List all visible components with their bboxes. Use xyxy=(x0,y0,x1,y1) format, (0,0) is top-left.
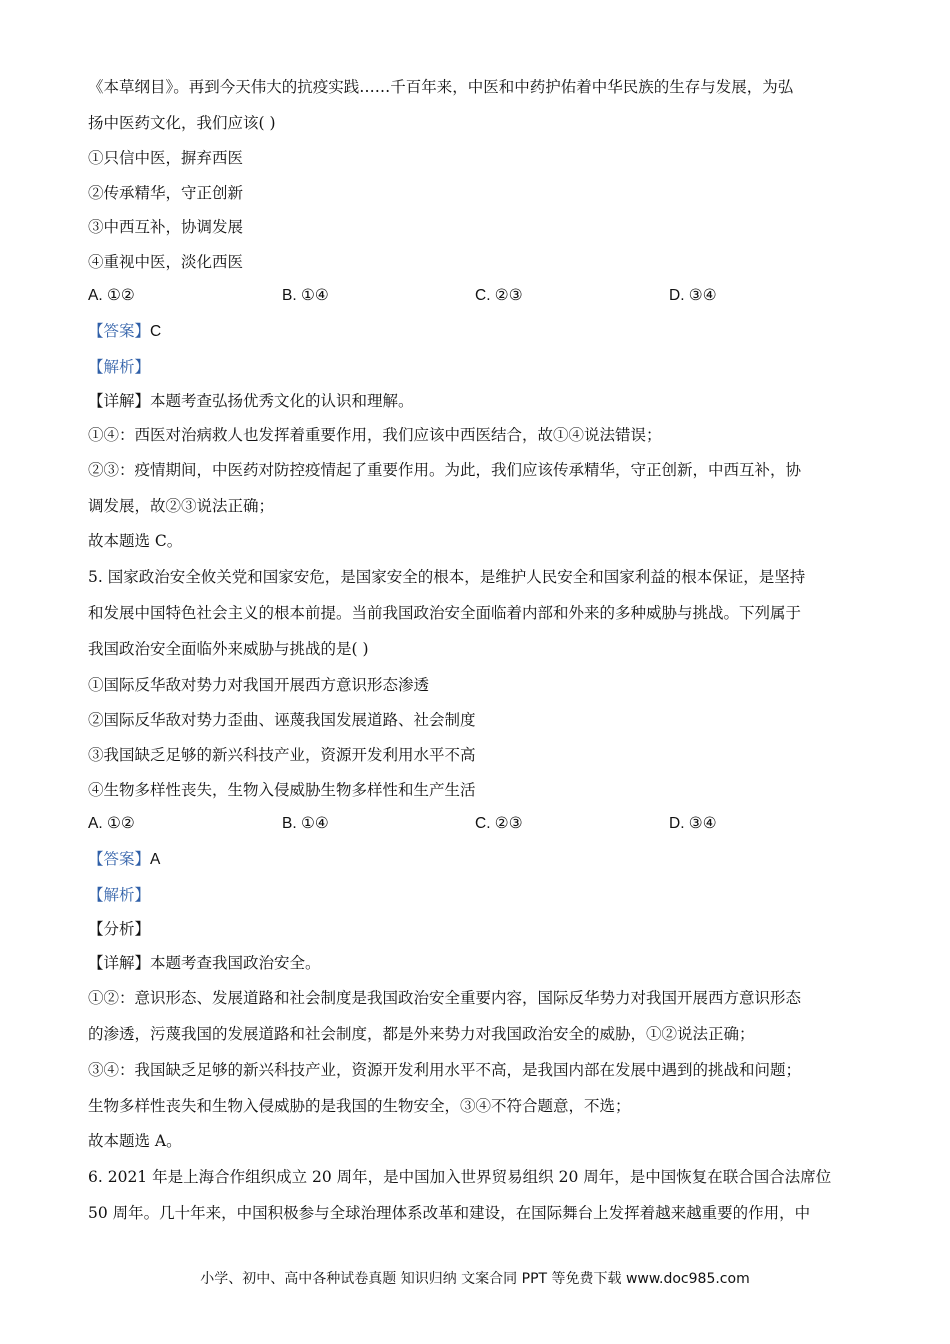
q4-intro-line-2: 扬中医药文化，我们应该( ) xyxy=(88,114,276,132)
q4-options xyxy=(88,285,863,307)
q5-option-b: B. ①④ xyxy=(282,815,329,832)
q4-option-b: B. ①④ xyxy=(282,287,329,304)
q5-answer-tag: 【答案】 xyxy=(88,850,151,868)
q4-item-3: ③中西互补，协调发展 xyxy=(88,218,244,236)
q5-explain-2a: ③④：我国缺乏足够的新兴科技产业，资源开发利用水平不高，是我国内部在发展中遇到的挑战和问题； xyxy=(88,1061,802,1079)
q4-intro-line-1: 《本草纲目》。再到今天伟大的抗疫实践……千百年来，中医和中药护佑着中华民族的生存与发展，为弘 xyxy=(88,78,794,96)
q6-stem-1: 6. 2021 年是上海合作组织成立 20 周年，是中国加入世界贸易组织 20 周年，是中国恢复在联合国合法席位 xyxy=(88,1168,832,1186)
q4-detail-line: 【详解】本题考查弘扬优秀文化的认识和理解。 xyxy=(88,392,414,410)
q5-analysis-tag: 【解析】 xyxy=(88,886,151,904)
page-footer: 小学、初中、高中各种试卷真题 知识归纳 文案合同 PPT 等免费下载 www.doc985.com xyxy=(200,1271,750,1287)
q5-explain-2b: 生物多样性丧失和生物入侵威胁的是我国的生物安全，③④不符合题意，不选； xyxy=(88,1097,631,1115)
q5-explain-1b: 的渗透，污蔑我国的发展道路和社会制度，都是外来势力对我国政治安全的威胁，①②说法正确； xyxy=(88,1025,755,1043)
q4-option-a: A. ①② xyxy=(88,287,135,304)
q5-answer: A xyxy=(150,851,161,868)
q4-item-2: ②传承精华，守正创新 xyxy=(88,184,244,202)
q5-stem-2: 和发展中国特色社会主义的根本前提。当前我国政治安全面临着内部和外来的多种威胁与挑战。下列属于 xyxy=(88,604,802,622)
q5-explain-1a: ①②：意识形态、发展道路和社会制度是我国政治安全重要内容，国际反华势力对我国开展西方意识形态 xyxy=(88,989,802,1007)
q5-option-a: A. ①② xyxy=(88,815,135,832)
q4-option-d: D. ③④ xyxy=(669,287,717,304)
q6-stem-2: 50 周年。几十年来，中国积极参与全球治理体系改革和建设，在国际舞台上发挥着越来越重要的作用，中 xyxy=(88,1204,811,1222)
q4-answer: C xyxy=(150,323,162,340)
q4-option-c: C. ②③ xyxy=(475,287,523,304)
q4-explain-2b: 调发展，故②③说法正确； xyxy=(88,497,275,515)
q4-answer-line xyxy=(88,320,863,343)
q5-fenxi-line: 【分析】 xyxy=(88,920,151,938)
q4-explain-1: ①④：西医对治病救人也发挥着重要作用，我们应该中西医结合，故①④说法错误； xyxy=(88,426,662,444)
q4-conclusion: 故本题选 C。 xyxy=(88,532,183,550)
q4-answer-tag: 【答案】 xyxy=(88,322,151,340)
q5-stem-3: 我国政治安全面临外来威胁与挑战的是( ) xyxy=(88,640,369,658)
q4-analysis-tag: 【解析】 xyxy=(88,358,151,376)
q5-item-4: ④生物多样性丧失，生物入侵威胁生物多样性和生产生活 xyxy=(88,781,476,799)
q5-option-d: D. ③④ xyxy=(669,815,717,832)
q5-item-3: ③我国缺乏足够的新兴科技产业，资源开发利用水平不高 xyxy=(88,746,476,764)
q4-item-1: ①只信中医，摒弃西医 xyxy=(88,149,244,167)
q5-stem-1: 5. 国家政治安全攸关党和国家安危，是国家安全的根本，是维护人民安全和国家利益的根本保证，是坚持 xyxy=(88,568,806,586)
q5-answer-line xyxy=(88,848,863,871)
q4-analysis-line xyxy=(88,356,863,378)
q5-options xyxy=(88,813,863,835)
q5-conclusion: 故本题选 A。 xyxy=(88,1132,182,1150)
q5-detail-line: 【详解】本题考查我国政治安全。 xyxy=(88,954,321,972)
q5-option-c: C. ②③ xyxy=(475,815,523,832)
q5-item-2: ②国际反华敌对势力歪曲、诬蔑我国发展道路、社会制度 xyxy=(88,711,476,729)
q5-item-1: ①国际反华敌对势力对我国开展西方意识形态渗透 xyxy=(88,676,430,694)
q5-analysis-line xyxy=(88,884,863,906)
q4-item-4: ④重视中医，淡化西医 xyxy=(88,253,244,271)
q4-explain-2a: ②③：疫情期间，中医药对防控疫情起了重要作用。为此，我们应该传承精华，守正创新，中西互补，协 xyxy=(88,461,802,479)
